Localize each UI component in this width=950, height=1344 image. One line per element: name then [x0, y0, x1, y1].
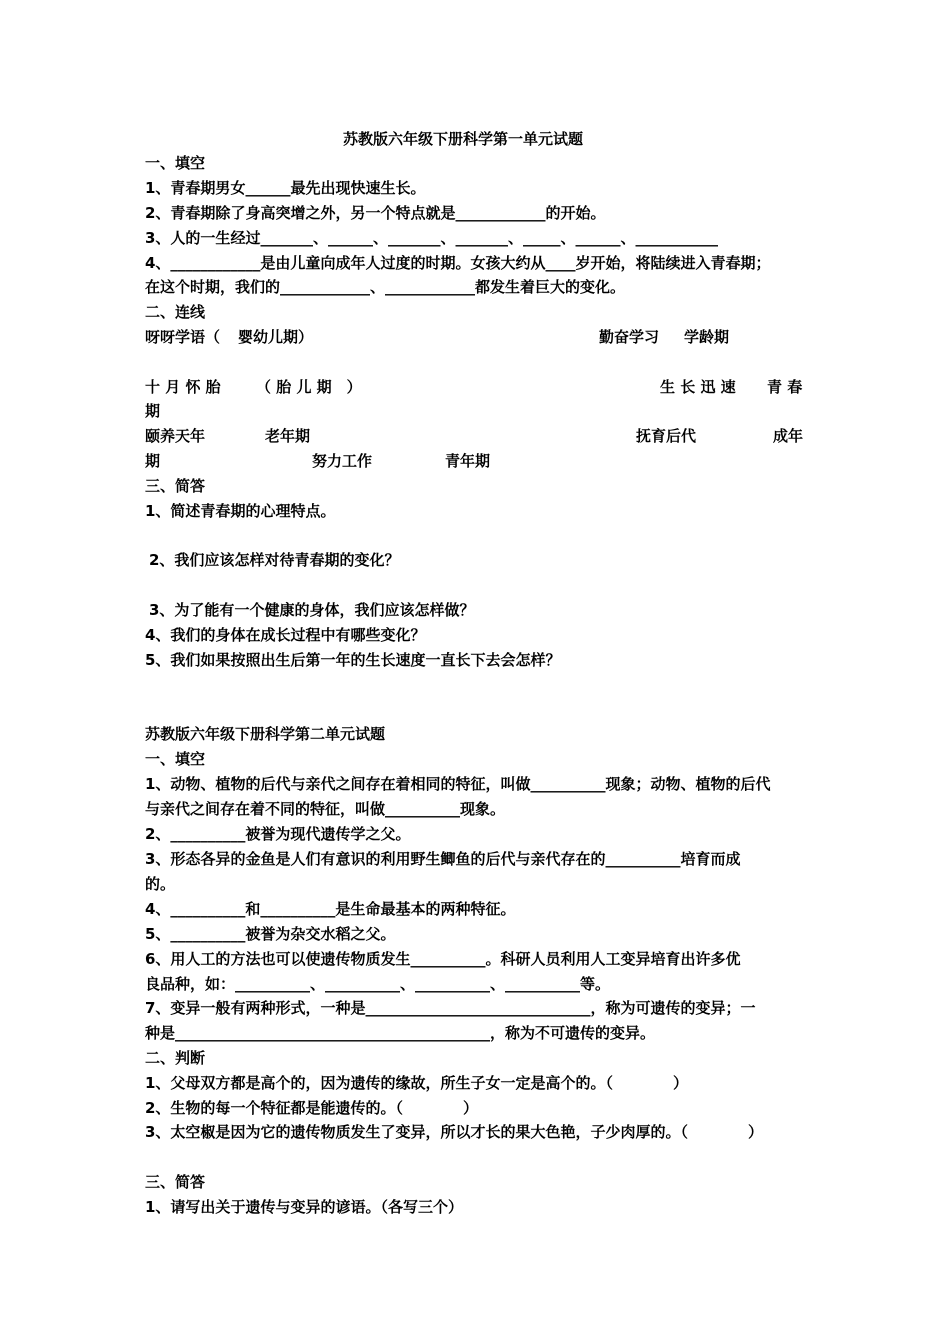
unit1-title: 苏教版六年级下册科学第一单元试题	[343, 130, 584, 148]
unit2-q7-line2: 种是__________________________________________，称为不可遗传的变异。	[145, 1024, 656, 1042]
match-r1-right-b: 学龄期	[684, 328, 730, 346]
unit1-a4: 4、我们的身体在成长过程中有哪些变化？	[145, 626, 426, 644]
unit1-a3: 3、为了能有一个健康的身体，我们应该怎样做？	[149, 601, 475, 619]
unit2-q5: 5、__________被誉为杂交水稻之父。	[145, 925, 396, 943]
match-r3-left: 颐养天年	[145, 427, 206, 445]
match-r3-right-b: 成年	[773, 427, 804, 445]
unit1-q2: 2、青春期除了身高突增之外，另一个特点就是____________的开始。	[145, 204, 606, 222]
match-r4-right: 青年期	[445, 452, 491, 470]
unit1-a2: 2、我们应该怎样对待青春期的变化？	[149, 551, 400, 569]
unit1-section-match: 二、连线	[145, 303, 206, 321]
match-r1-right-a: 勤奋学习	[599, 328, 660, 346]
unit2-q4: 4、__________和__________是生命最基本的两种特征。	[145, 900, 516, 918]
match-r2-left: 十 月 怀 胎	[145, 378, 221, 396]
unit1-q1: 1、青春期男女______最先出现快速生长。	[145, 179, 426, 197]
unit2-q6-line1: 6、用人工的方法也可以使遗传物质发生__________。科研人员利用人工变异培育出许多优	[145, 950, 741, 968]
unit2-section-short-answer: 三、简答	[145, 1173, 206, 1191]
unit1-q3: 3、人的一生经过_______、______、_______、_______、_____、______、___________	[145, 229, 718, 247]
unit1-section-short-answer: 三、简答	[145, 477, 206, 495]
match-r1-mid: 婴幼儿期）	[238, 328, 314, 346]
unit1-q4-line2: 在这个时期，我们的____________、____________都发生着巨大的变化。	[145, 278, 626, 296]
unit2-q7-line1: 7、变异一般有两种形式，一种是______________________________，称为可遗传的变异；一	[145, 999, 756, 1017]
unit2-j3: 3、太空椒是因为它的遗传物质发生了变异，所以才长的果大色艳，子少肉厚的。（ ）	[145, 1123, 763, 1141]
match-r4-mid: 努力工作	[312, 452, 373, 470]
unit2-q3-line1: 3、形态各异的金鱼是人们有意识的利用野生鲫鱼的后代与亲代存在的__________培育而成	[145, 850, 741, 868]
unit1-q4-line1: 4、____________是由儿童向成年人过度的时期。女孩大约从____岁开始，将陆续进入青春期；	[145, 254, 771, 272]
unit1-a1: 1、简述青春期的心理特点。	[145, 502, 336, 520]
match-r3-mid: 老年期	[265, 427, 311, 445]
unit2-q1-line2: 与亲代之间存在着不同的特征，叫做__________现象。	[145, 800, 506, 818]
match-r4-left: 期	[145, 452, 161, 470]
unit2-q2: 2、__________被誉为现代遗传学之父。	[145, 825, 411, 843]
unit2-title: 苏教版六年级下册科学第二单元试题	[145, 725, 386, 743]
unit2-q6-line2: 良品种，如：__________、__________、__________、__________等。	[145, 975, 611, 993]
unit2-section-judge: 二、判断	[145, 1049, 206, 1067]
unit1-a5: 5、我们如果按照出生后第一年的生长速度一直长下去会怎样？	[145, 651, 561, 669]
match-r3-right-a: 抚育后代	[636, 427, 697, 445]
unit2-a1: 1、请写出关于遗传与变异的谚语。（各写三个）	[145, 1198, 463, 1216]
match-r2-mid: （ 胎 儿 期 ）	[256, 378, 362, 396]
unit2-j2: 2、生物的每一个特征都是能遗传的。（ ）	[145, 1099, 478, 1117]
unit2-section-fill: 一、填空	[145, 750, 206, 768]
match-r2-right-a: 生 长 迅 速	[660, 378, 736, 396]
unit2-j1: 1、父母双方都是高个的，因为遗传的缘故，所生子女一定是高个的。（ ）	[145, 1074, 688, 1092]
unit2-q1-line1: 1、动物、植物的后代与亲代之间存在着相同的特征，叫做__________现象；动物、植物的后代	[145, 775, 771, 793]
match-r1-left: 呀呀学语（	[145, 328, 221, 346]
unit1-section-fill: 一、填空	[145, 154, 206, 172]
match-r2-wrap: 期	[145, 402, 161, 420]
unit2-q3-line2: 的。	[145, 875, 176, 893]
match-r2-right-b: 青 春	[767, 378, 803, 396]
